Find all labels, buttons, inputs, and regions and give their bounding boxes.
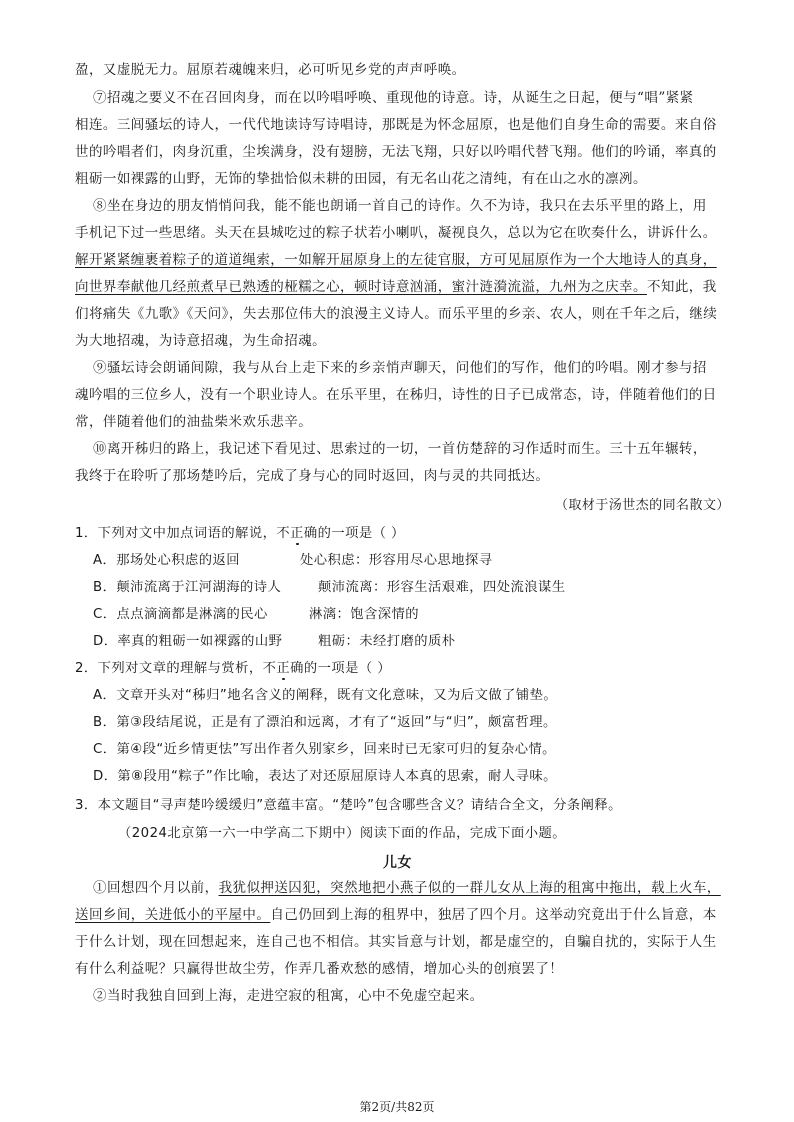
passage-paragraph-9: ⑨骚坛诗会朗诵间隙，我与从台上走下来的乡亲悄声聊天，问他们的写作，他们的吟唱。刚才参与招 (93, 360, 707, 376)
option-2d: D．第⑧段用“粽子”作比喻，表达了对还原屈原诗人本真的思索，耐人寻味。 (93, 769, 557, 784)
option-1b: B．颠沛流离于江河湖海的诗人 (93, 580, 282, 595)
option-2b: B．第③段结尾说，正是有了漂泊和远离，才有了“返回”与“归”，颇富哲理。 (93, 715, 557, 730)
option-1c: C．点点滴滴都是淋漓的民心 (93, 607, 268, 622)
underlined-sentence: 向世界奉献他几经煎煮早已熟透的桠糯之心，顿时诗意汹涌，蜜汁涟漪流溢，九州为之庆幸。 (75, 279, 647, 295)
passage-line (75, 277, 717, 297)
passage-text: 一如裸露的山野，无饰的挚拙恰似未耕的田园，有无名山花之清纯，有在山之水的凛冽。 (102, 171, 647, 187)
page-footer: 第2页/共82页 (359, 1100, 435, 1114)
emphasized-word: 不正确 (262, 661, 304, 676)
emphasized-word: 粗砺 (75, 171, 103, 187)
option-1b-explanation: 颠沛流离：形容生活艰难，四处流浪谋生 (318, 580, 566, 595)
question-1 (75, 524, 405, 544)
underlined-sentence: 送回乡间，关进低小的平屋中。 (75, 907, 271, 923)
question-text: 的一项是（ ） (317, 526, 405, 541)
passage-line: 魂吟唱的三位乡人，没有一个职业诗人。在乐平里，在秭归，诗性的日子已成常态，诗，伴随着他们的日 (75, 387, 717, 403)
option-1a: A．那场处心积虑的返回 (93, 553, 241, 568)
section-intro: （2024北京第一六一中学高二下期中）阅读下面的作品，完成下面小题。 (118, 826, 567, 841)
passage-line: 于什么计划，现在回想起来，连自己也不相信。其实旨意与计划，都是虚空的，自騙自扰的，实际于人生 (75, 934, 717, 950)
option-2a: A．文章开头对“秭归”地名含义的阐释，既有文化意味，又为后文做了铺垫。 (93, 688, 558, 703)
passage-paragraph-7: ⑦招魂之要义不在召回肉身，而在以吟唱呼唤、重现他的诗意。诗，从诞生之日起，便与“唱”紧紧 (93, 90, 694, 106)
option-2c: C．第④段“近乡情更怯”写出作者久别家乡，回来时已无家可归的复杂心情。 (93, 742, 556, 757)
passage-line: 常，伴随着他们的油盐柴米欢乐悲辛。 (75, 414, 313, 430)
question-text: 1．下列对文中加点词语的解说， (75, 526, 277, 541)
passage-line: 为大地招魂，为诗意招魂，为生命招魂。 (75, 333, 327, 349)
passage-text: ①回想四个月以前， (93, 880, 219, 896)
passage-paragraph-10: ⑩离开秭归的路上，我记述下看见过、思索过的一切，一首仿楚辞的习作适时而生。三十五年辗转， (93, 441, 707, 457)
passage-title: 儿女 (383, 855, 412, 871)
source-citation: （取材于汤世杰的同名散文） (555, 498, 730, 513)
passage-line: 相连。三闾骚坛的诗人，一代代地读诗写诗唱诗，那既是为怀念屈原，也是他们自身生命的需要。来自俗 (75, 117, 717, 133)
emphasized-word: 不正确 (276, 526, 318, 541)
passage-line: 世的吟唱者们，肉身沉重，尘埃满身，没有翅膀，无法飞翔，只好以吟唱代替飞翔。他们的吟诵，率真的 (75, 144, 717, 160)
passage-line: 们将痛失《九歌》《天问》，失去那位伟大的浪漫主义诗人。而乐平里的乡亲、农人，则在千年之后，继续 (75, 306, 718, 322)
question-2 (75, 659, 391, 679)
question-3: 3．本文题目“寻声楚吟缓缓归”意蕴丰富。“楚吟”包含哪些含义？请结合全文，分条阐释。 (75, 798, 622, 813)
passage-line (75, 905, 717, 925)
option-1a-explanation: 处心积虑：形容用尽心思地探寻 (300, 553, 493, 568)
option-1c-explanation: 淋漓：饱含深情的 (309, 607, 419, 622)
underlined-sentence: 解开紧紧缠裹着粽子的道道绳索，一如解开屈原身上的左徒官服，方可见屈原作为一个大地诗人的真身， (75, 252, 717, 268)
underlined-sentence: 我犹似押送囚犯，突然地把小燕子似的一群儿女从上海的租寓中拖出，载上火车， (218, 880, 721, 896)
question-text: 的一项是（ ） (303, 661, 392, 676)
passage-line: 盈，又虚脱无力。屈原若魂魄来归，必可听见乡党的声声呼唤。 (75, 62, 466, 78)
passage-paragraph-1 (93, 878, 721, 898)
option-1d-explanation: 粗砺：未经打磨的质朴 (318, 634, 456, 649)
passage-paragraph-8: ⑧坐在身边的朋友悄悄问我，能不能也朗诵一首自己的诗作。久不为诗，我只在去乐平里的路上，用 (93, 198, 707, 214)
passage-line: 有什么利益呢？只赢得世故尘劳，作弄几番欢愁的感情，增加心头的创痕罢了！ (75, 961, 564, 977)
passage-text: 自己仍回到上海的租界中，独居了四个月。这举动究竟出于什么旨意，本 (270, 907, 717, 923)
passage-paragraph-2: ②当时我独自回到上海，走进空寂的租寓，心中不免虚空起来。 (93, 988, 484, 1004)
passage-line (75, 169, 647, 189)
option-1d: D．率真的粗砺一如裸露的山野 (93, 634, 283, 649)
question-text: 2．下列对文章的理解与赏析， (75, 661, 263, 676)
passage-line: 我终于在聆听了那场楚吟后，完成了身与心的同时返回，肉与灵的共同抵达。 (75, 468, 550, 484)
passage-line: 手机记下过一些思绪。头天在县城吃过的粽子状若小喇叭，凝视良久，总以为它在吹奏什么，讲诉什么。 (75, 225, 717, 241)
passage-text: 不知此，我 (646, 279, 717, 295)
